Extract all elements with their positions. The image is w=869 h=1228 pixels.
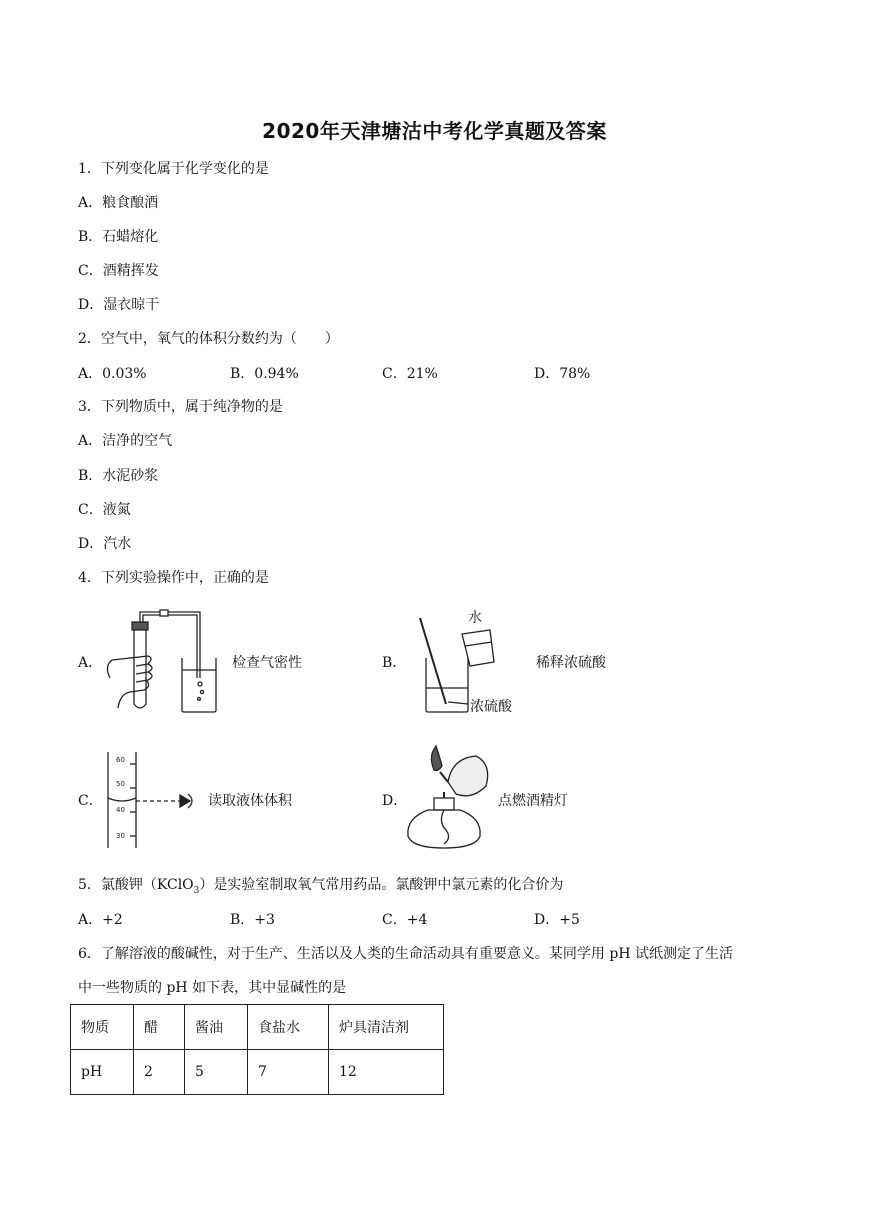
q2-option-a: A．0.03% <box>78 366 147 382</box>
q4-option-a-caption: 检查气密性 <box>232 655 302 671</box>
table-cell: 醋 <box>134 1005 185 1050</box>
q4-option-b-letter: B． <box>382 655 407 671</box>
q5-options <box>78 909 818 929</box>
cyl-tick-40: 40 <box>116 806 125 814</box>
q4-option-a-letter: A． <box>78 655 103 671</box>
q1-option-c: C．酒精挥发 <box>78 263 159 279</box>
water-label: 水 <box>468 610 482 626</box>
airtightness-check-figure <box>100 608 220 718</box>
table-cell: 5 <box>185 1050 248 1095</box>
q4-option-d-letter: D． <box>382 793 408 809</box>
q3-option-a: A．洁净的空气 <box>78 433 173 449</box>
read-volume-figure <box>100 750 200 850</box>
acid-label: 浓硫酸 <box>470 699 512 715</box>
q4-option-c-caption: 读取液体体积 <box>208 793 292 809</box>
q5-stem-post: ）是实验室制取氧气常用药品。氯酸钾中氯元素的化合价为 <box>199 877 564 893</box>
q2-option-c: C．21% <box>382 366 438 382</box>
q5-option-b: B．+3 <box>230 912 275 928</box>
page-title: 2020年天津塘沽中考化学真题及答案 <box>262 119 607 143</box>
q5-stem-sub: 3 <box>193 885 200 896</box>
table-cell: 酱油 <box>185 1005 248 1050</box>
table-cell: 7 <box>248 1050 329 1095</box>
q5-stem-pre: 5．氯酸钾（KClO <box>78 877 194 893</box>
cyl-tick-60: 60 <box>116 756 125 764</box>
q2-option-d: D．78% <box>534 366 591 382</box>
q2-stem: 2．空气中，氧气的体积分数约为（ ） <box>78 331 339 347</box>
q5-stem <box>78 874 563 896</box>
q5-option-c: C．+4 <box>382 912 428 928</box>
table-cell: 炉具清洁剂 <box>329 1005 444 1050</box>
q3-option-b: B．水泥砂浆 <box>78 468 159 484</box>
q1-option-b: B．石蜡熔化 <box>78 229 159 245</box>
table-cell: pH <box>71 1050 134 1095</box>
table-cell: 2 <box>134 1050 185 1095</box>
alcohol-lamp-figure <box>400 742 495 852</box>
q2-option-b: B．0.94% <box>230 366 299 382</box>
ph-table <box>70 1004 444 1095</box>
q1-option-a: A．粮食酿酒 <box>78 195 159 211</box>
q4-option-c-letter: C． <box>78 793 103 809</box>
q1-option-d: D．湿衣晾干 <box>78 297 160 313</box>
table-cell: 12 <box>329 1050 444 1095</box>
q1-stem: 1．下列变化属于化学变化的是 <box>78 161 269 177</box>
q6-stem-line2: 中一些物质的 pH 如下表，其中显碱性的是 <box>78 980 347 996</box>
cyl-tick-30: 30 <box>116 832 125 840</box>
table-row <box>71 1050 444 1095</box>
q4-option-d-caption: 点燃酒精灯 <box>498 793 568 809</box>
q2-options <box>78 363 818 383</box>
q3-option-d: D．汽水 <box>78 536 132 552</box>
q4-option-b-caption: 稀释浓硫酸 <box>536 655 606 671</box>
q5-option-a: A．+2 <box>78 912 123 928</box>
q3-stem: 3．下列物质中，属于纯净物的是 <box>78 399 283 415</box>
q6-stem-line1: 6．了解溶液的酸碱性，对于生产、生活以及人类的生命活动具有重要意义。某同学用 pH 试纸测定了生活 <box>78 946 733 962</box>
q4-stem: 4．下列实验操作中，正确的是 <box>78 570 269 586</box>
q3-option-c: C．液氮 <box>78 502 131 518</box>
table-cell: 物质 <box>71 1005 134 1050</box>
q5-option-d: D．+5 <box>534 912 580 928</box>
cyl-tick-50: 50 <box>116 780 125 788</box>
table-header-row <box>71 1005 444 1050</box>
table-cell: 食盐水 <box>248 1005 329 1050</box>
